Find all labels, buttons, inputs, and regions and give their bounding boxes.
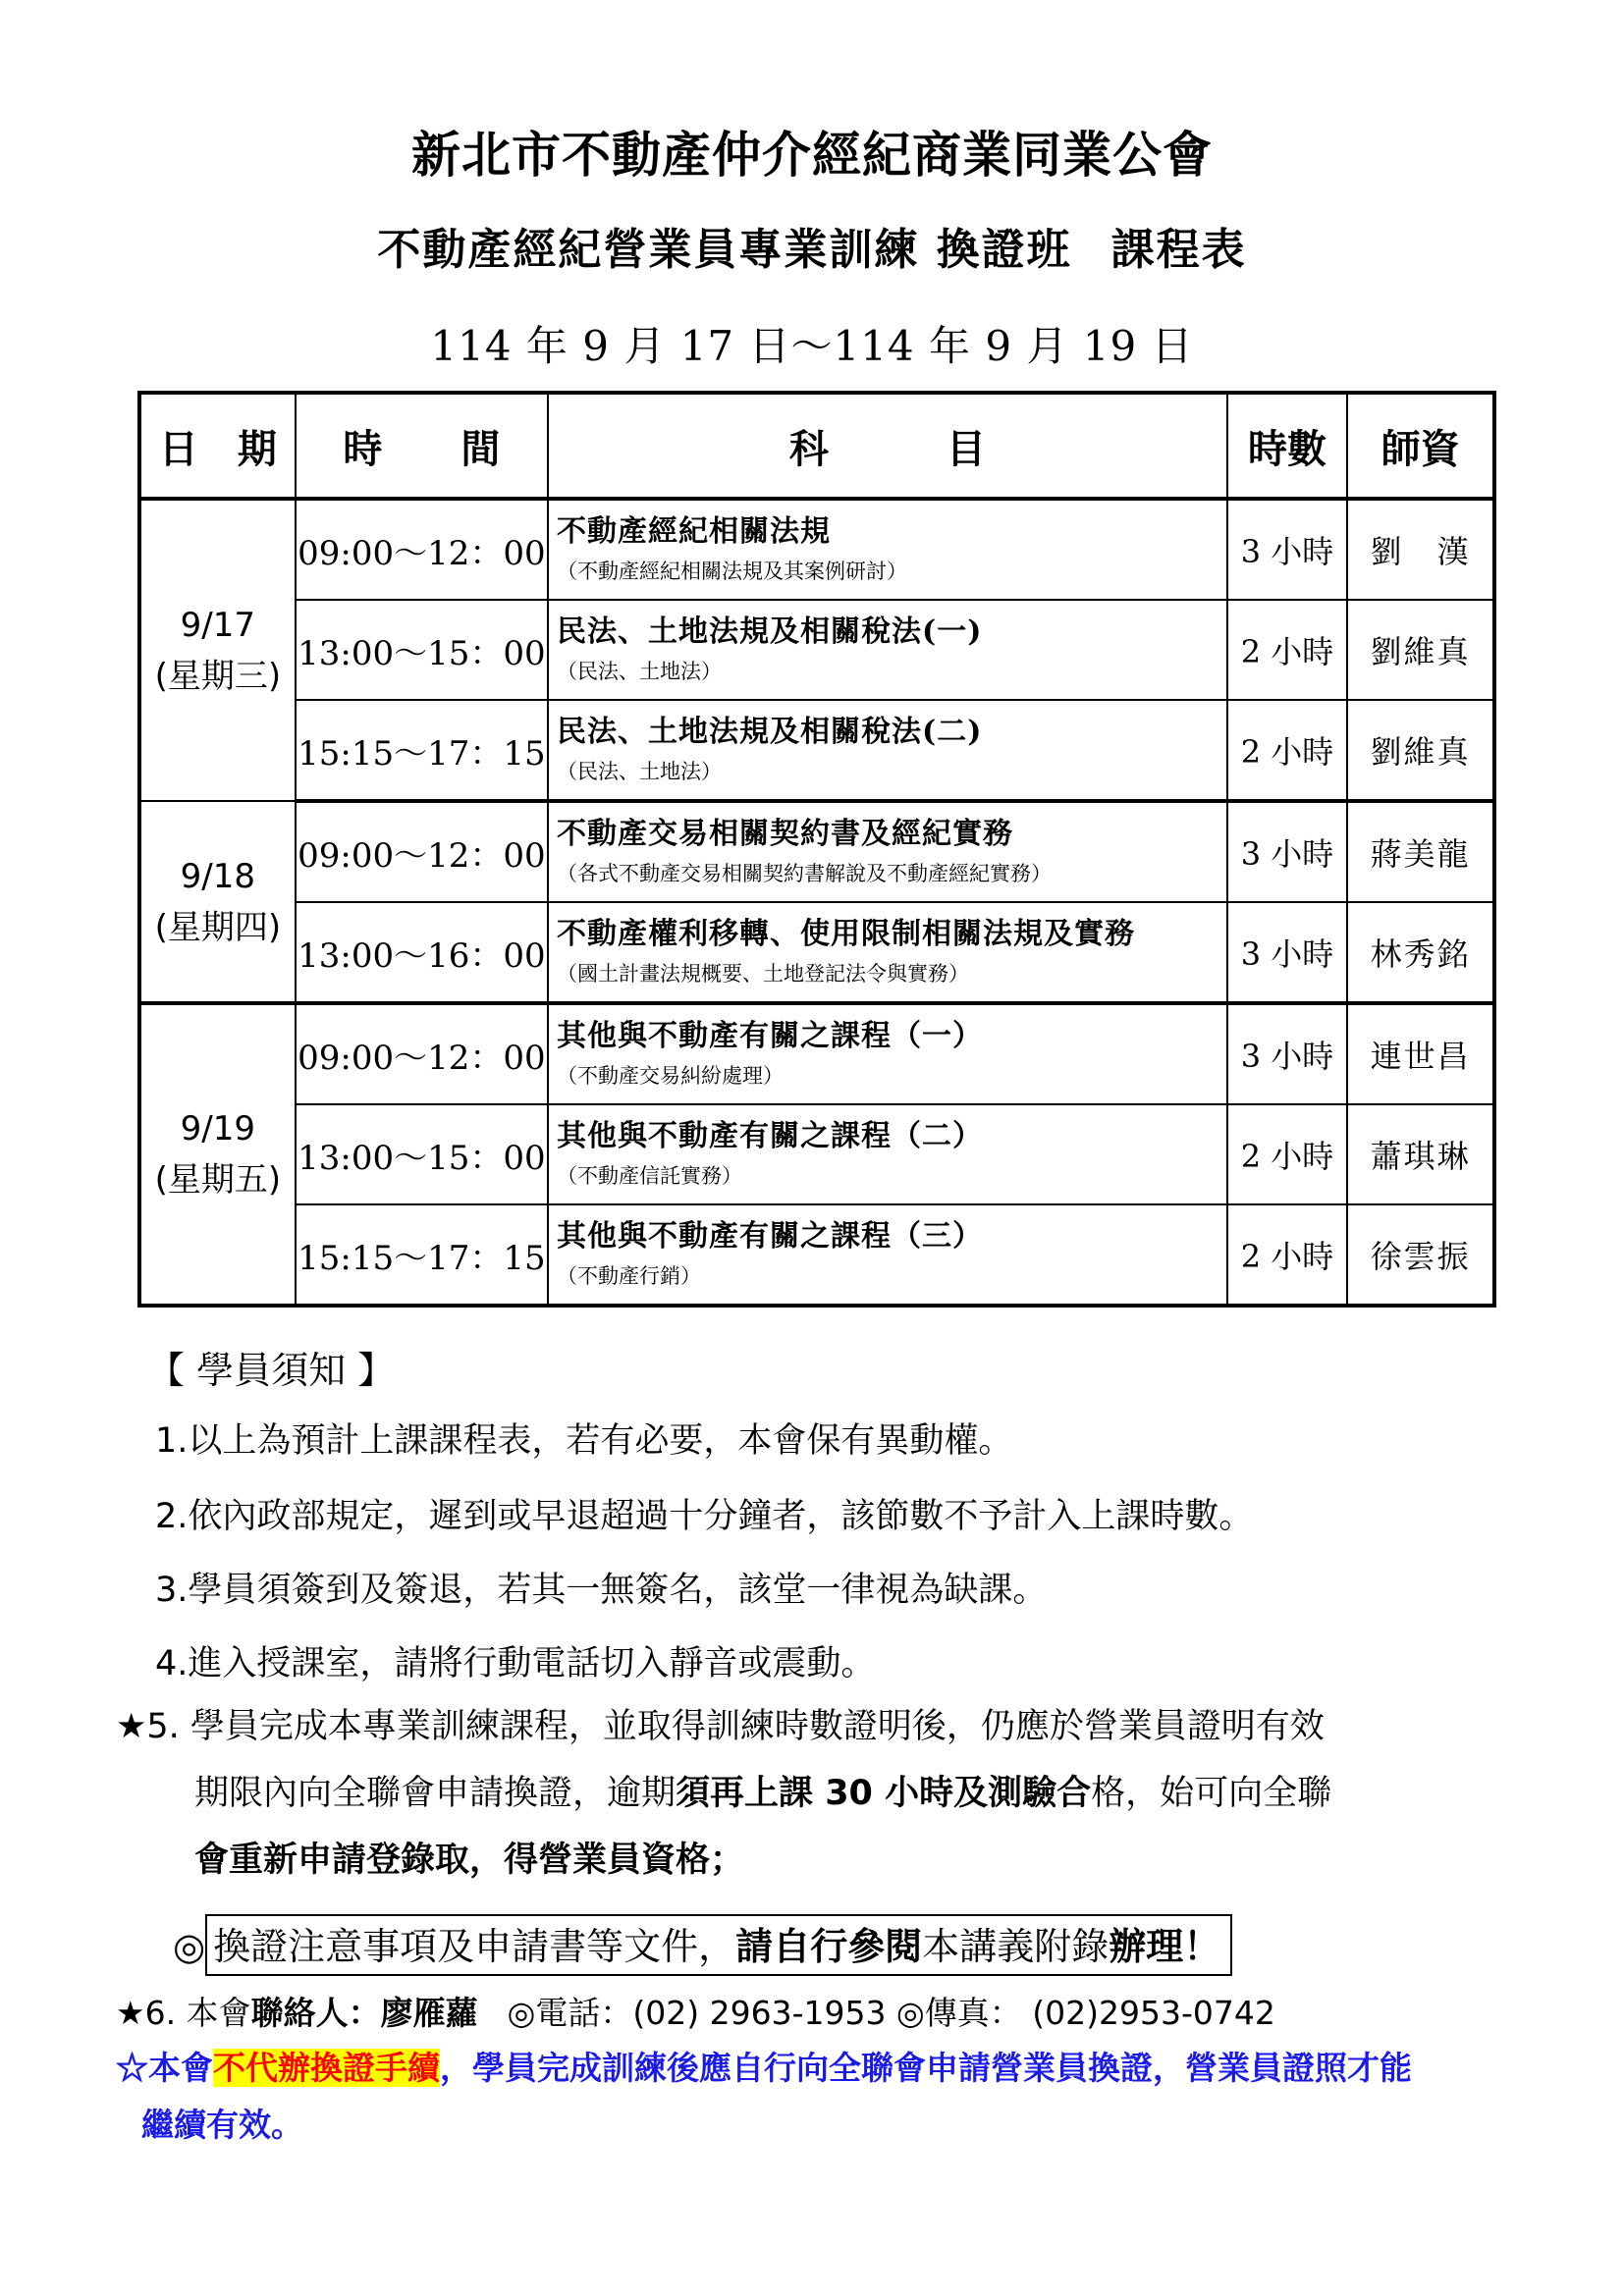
session-subject [548, 902, 1227, 1003]
subject-title: 民法、土地法規及相關稅法(二) [557, 715, 983, 749]
session-time: 15:15～17：15 [296, 1204, 548, 1306]
subject-title: 不動產權利移轉、使用限制相關法規及實務 [557, 917, 1136, 951]
session-subject [548, 801, 1227, 902]
session-subject [548, 600, 1227, 700]
day-date: 9/17 [180, 605, 255, 645]
table-row [139, 700, 1494, 801]
contact-prefix: ★6. 本會 [116, 1994, 251, 2032]
note5-line1: ★5. 學員完成本專業訓練課程，並取得訓練時數證明後，仍應於營業員證明有效 [116, 1707, 1325, 1746]
day-weekday: (星期三) [154, 656, 282, 696]
course-name: 不動產經紀營業員專業訓練 換證班 [377, 225, 1072, 275]
appendix-notice [173, 1914, 1232, 1976]
warning-highlight: 不代辦換證手續 [213, 2049, 440, 2087]
subject-title: 不動產交易相關契約書及經紀實務 [557, 817, 1014, 851]
subject-title: 其他與不動產有關之課程（一） [557, 1019, 984, 1053]
session-time: 15:15～17：15 [296, 700, 548, 801]
session-subject [548, 499, 1227, 600]
header-subject: 科 目 [548, 393, 1227, 499]
renewal-warning [116, 2040, 1549, 2154]
session-subject [548, 1003, 1227, 1104]
session-teacher: 劉維真 [1347, 600, 1494, 700]
notice-text: 換證注意事項及申請書等文件， [213, 1925, 736, 1968]
day-date: 9/19 [180, 1109, 255, 1148]
header-date: 日 期 [139, 393, 296, 499]
note5-line2 [116, 1760, 1331, 1827]
schedule-label: 課程表 [1110, 225, 1247, 275]
day-weekday: (星期五) [154, 1160, 282, 1200]
table-row [139, 1204, 1494, 1306]
schedule-table [137, 391, 1496, 1308]
session-hours: 3 小時 [1227, 1003, 1348, 1104]
notice-emphasis: 辦理！ [1109, 1925, 1221, 1968]
note-item: 3.學員須簽到及簽退，若其一無簽名，該堂一律視為缺課。 [155, 1571, 1048, 1610]
notice-box [205, 1914, 1232, 1976]
session-time: 09:00～12：00 [296, 801, 548, 902]
note5-text: 格，始可向全聯 [1091, 1774, 1332, 1813]
contact-line [116, 1988, 1275, 2034]
table-row [139, 902, 1494, 1003]
note-item: 1.以上為預計上課課程表，若有必要，本會保有異動權。 [155, 1421, 1013, 1461]
contact-person: 聯絡人：廖雁蘿 [250, 1994, 478, 2032]
table-row [139, 499, 1494, 600]
course-title [0, 214, 1624, 277]
subject-title: 其他與不動產有關之課程（二） [557, 1119, 984, 1153]
session-subject [548, 1104, 1227, 1204]
notice-text: 本講義附錄 [922, 1925, 1110, 1968]
note-item-5 [116, 1693, 1331, 1894]
session-teacher: 徐雲振 [1347, 1204, 1494, 1306]
table-row [139, 1104, 1494, 1204]
notes-heading: 【 學員須知 】 [147, 1349, 396, 1392]
session-hours: 2 小時 [1227, 1204, 1348, 1306]
table-header-row [139, 393, 1494, 499]
session-subject [548, 1204, 1227, 1306]
session-teacher: 林秀銘 [1347, 902, 1494, 1003]
session-time: 09:00～12：00 [296, 1003, 548, 1104]
note-item: 2.依內政部規定，遲到或早退超過十分鐘者，該節數不予計入上課時數。 [155, 1497, 1254, 1536]
note5-text: 期限內向全聯會申請換證，逾期 [194, 1774, 677, 1813]
session-hours: 2 小時 [1227, 600, 1348, 700]
session-hours: 2 小時 [1227, 700, 1348, 801]
session-hours: 3 小時 [1227, 499, 1348, 600]
subject-detail: （民法、土地法） [557, 760, 723, 783]
session-teacher: 蕭琪琳 [1347, 1104, 1494, 1204]
warning-prefix: ☆本會 [116, 2049, 213, 2087]
table-row [139, 600, 1494, 700]
session-time: 13:00～15：00 [296, 600, 548, 700]
notice-emphasis: 請自行參閱 [735, 1925, 923, 1968]
date-range: 114 年 9 月 17 日～114 年 9 月 19 日 [430, 322, 1194, 370]
note5-emphasis: 須再上課 30 小時及測驗合 [676, 1774, 1092, 1813]
header-teacher: 師資 [1347, 393, 1494, 499]
org-title: 新北市不動產仲介經紀商業同業公會 [411, 126, 1213, 184]
session-time: 13:00～16：00 [296, 902, 548, 1003]
subject-detail: （不動產行銷） [557, 1264, 702, 1288]
session-teacher: 連世昌 [1347, 1003, 1494, 1104]
subject-detail: （不動產信託實務） [557, 1164, 743, 1188]
session-teacher: 劉維真 [1347, 700, 1494, 801]
note-item: 4.進入授課室，請將行動電話切入靜音或震動。 [155, 1644, 876, 1683]
note5-line3: 會重新申請登錄取，得營業員資格； [194, 1841, 745, 1880]
warning-continuation: 繼續有效。 [141, 2106, 303, 2144]
subject-detail: （民法、土地法） [557, 660, 723, 683]
day-weekday: (星期四) [154, 907, 282, 947]
session-hours: 3 小時 [1227, 801, 1348, 902]
table-row [139, 801, 1494, 902]
table-row [139, 1003, 1494, 1104]
header-hours: 時數 [1227, 393, 1348, 499]
subject-detail: （各式不動產交易相關契約書解說及不動產經紀實務） [557, 862, 1053, 885]
session-hours: 2 小時 [1227, 1104, 1348, 1204]
header-time: 時 間 [296, 393, 548, 499]
notice-marker: ◎ [173, 1925, 206, 1968]
subject-detail: （不動產交易糾紛處理） [557, 1064, 785, 1088]
subject-detail: （不動產經紀相關法規及其案例研討） [557, 560, 908, 583]
day-cell [139, 499, 296, 801]
subject-title: 民法、土地法規及相關稅法(一) [557, 614, 983, 649]
session-time: 09:00～12：00 [296, 499, 548, 600]
day-cell [139, 1003, 296, 1306]
session-teacher: 蔣美龍 [1347, 801, 1494, 902]
subject-detail: （國土計畫法規概要、土地登記法令與實務） [557, 962, 970, 986]
session-teacher: 劉 漢 [1347, 499, 1494, 600]
contact-phone-fax: ◎電話：(02) 2963-1953 ◎傳真： (02)2953-0742 [507, 1994, 1275, 2032]
subject-title: 不動產經紀相關法規 [557, 514, 832, 549]
subject-title: 其他與不動產有關之課程（三） [557, 1219, 984, 1254]
session-hours: 3 小時 [1227, 902, 1348, 1003]
day-cell [139, 801, 296, 1003]
session-time: 13:00～15：00 [296, 1104, 548, 1204]
session-subject [548, 700, 1227, 801]
day-date: 9/18 [180, 856, 255, 896]
warning-text: ，學員完成訓練後應自行向全聯會申請營業員換證，營業員證照才能 [440, 2049, 1412, 2087]
